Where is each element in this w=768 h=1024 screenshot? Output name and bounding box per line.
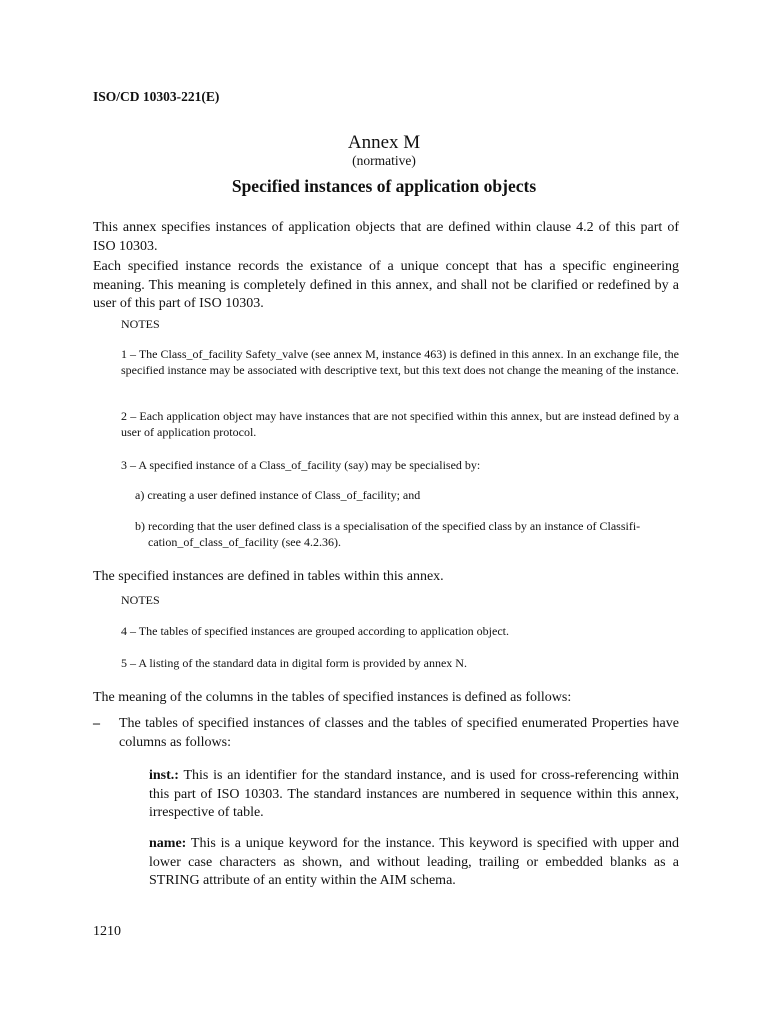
dash-item-text: The tables of specified instances of classes and the tables of specified enumerated Properties have columns as follows: [119,716,679,750]
definition-inst [149,767,679,823]
notes-label-2: NOTES [121,593,160,607]
dash-bullet: – [93,716,100,731]
columns-paragraph: The meaning of the columns in the tables of specified instances is defined as follows: [93,690,572,705]
annex-title: Annex M [347,132,421,153]
definition-inst-term: inst.: [149,768,179,783]
intro-paragraph-2: Each specified instance records the existance of a unique concept that has a specific engineering meaning. This meaning is completely defined in this annex, and shall not be clarified or redefined by a user of this part of ISO 10303. [93,259,679,311]
definition-name-term: name: [149,836,187,851]
note-4: 4 – The tables of specified instances are grouped according to application object. [121,624,509,638]
tables-paragraph: The specified instances are defined in tables within this annex. [93,569,444,584]
page-number: 1210 [93,924,121,939]
definition-name-text: This is a unique keyword for the instance. This keyword is specified with upper and lower case characters as shown, and without leading, trailing or embedded blanks as a STRING attribute of an entity within the AIM schema. [149,836,679,888]
note-3-item-b [135,519,679,550]
note-3-item-a: a) creating a user defined instance of Class_of_facility; and [135,488,421,502]
note-3-item-b-line-1: b) recording that the user defined class is a specialisation of the specified class by an instance of Classifi- [135,519,641,533]
intro-paragraph-1: This annex specifies instances of application objects that are defined within clause 4.2 of this part of ISO 10303. [93,220,679,254]
annex-heading: Specified instances of application objects [231,176,537,196]
document-id: ISO/CD 10303-221(E) [93,89,220,104]
note-1: 1 – The Class_of_facility Safety_valve (see annex M, instance 463) is defined in this annex. In an exchange file, the specified instance may be associated with descriptive text, but this text does not change the meaning of the instance. [121,347,679,377]
notes-label: NOTES [121,317,160,331]
note-5: 5 – A listing of the standard data in digital form is provided by annex N. [121,656,467,670]
definition-name [149,835,679,891]
note-3-item-b-line-2: cation_of_class_of_facility (see 4.2.36). [148,534,341,549]
annex-subtitle: (normative) [352,153,416,168]
dash-list-item [93,715,679,752]
note-3: 3 – A specified instance of a Class_of_facility (say) may be specialised by: [121,458,481,472]
note-2: 2 – Each application object may have instances that are not specified within this annex, but are instead defined by a user of application protocol. [121,409,679,439]
definition-inst-text: This is an identifier for the standard instance, and is used for cross-referencing within this part of ISO 10303. The standard instances are numbered in sequence within this annex, irrespective of table. [149,768,679,820]
